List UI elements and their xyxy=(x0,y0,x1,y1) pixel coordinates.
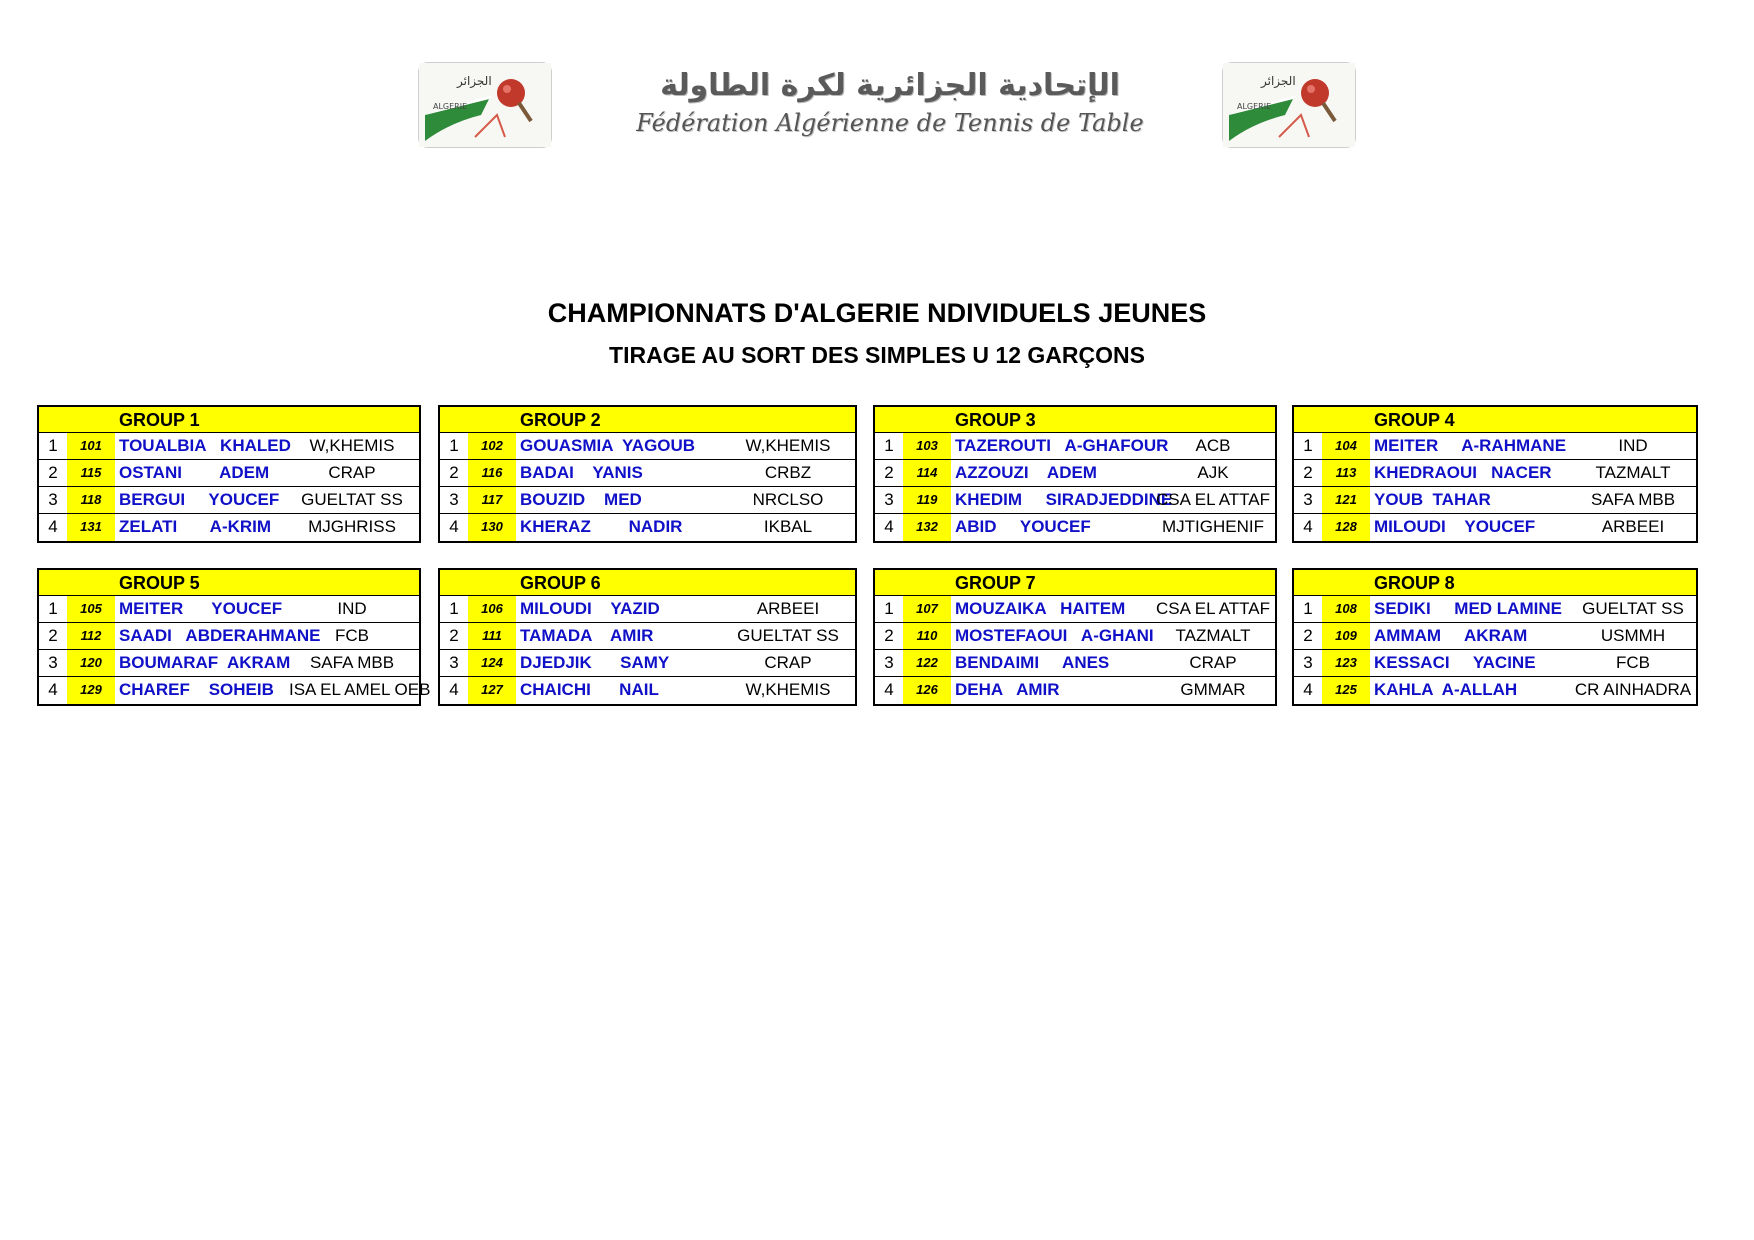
rank: 3 xyxy=(884,490,894,509)
federation-name-arabic: الإتحادية الجزائرية لكرة الطاولة xyxy=(660,68,1120,103)
table-tennis-logo-icon xyxy=(419,63,551,147)
rank: 4 xyxy=(884,680,894,699)
rank: 2 xyxy=(1303,463,1313,482)
player-name: SEDIKI MED LAMINE xyxy=(1374,599,1562,618)
player-number: 104 xyxy=(1322,433,1370,459)
club-name: CSA EL ATTAF xyxy=(1156,490,1270,509)
player-number: 122 xyxy=(903,650,951,676)
club-name: CSA EL ATTAF xyxy=(1156,599,1270,618)
player-name: TAMADA AMIR xyxy=(520,626,654,645)
rank: 4 xyxy=(449,680,459,699)
table-row xyxy=(39,623,419,650)
group-table xyxy=(438,405,857,543)
rank: 3 xyxy=(449,653,459,672)
table-row xyxy=(440,623,855,650)
club-name: MJTIGHENIF xyxy=(1162,517,1264,536)
rank: 1 xyxy=(48,436,58,455)
player-number: 110 xyxy=(903,623,951,649)
club-name: AJK xyxy=(1197,463,1229,482)
club-name: ARBEEI xyxy=(756,599,820,618)
club-name: TAZMALT xyxy=(1175,626,1251,645)
player-number: 112 xyxy=(67,623,115,649)
player-number: 127 xyxy=(468,677,516,704)
table-row xyxy=(875,677,1275,704)
player-name: YOUB TAHAR xyxy=(1374,490,1491,509)
table-row xyxy=(1294,596,1696,623)
table-row xyxy=(440,650,855,677)
group-table xyxy=(873,568,1277,706)
club-name: GUELTAT SS xyxy=(1582,599,1684,618)
table-row xyxy=(440,514,855,541)
group-title: GROUP 1 xyxy=(39,407,419,433)
rank: 2 xyxy=(884,463,894,482)
player-number: 117 xyxy=(468,487,516,513)
group-title: GROUP 4 xyxy=(1294,407,1696,433)
player-name: AZZOUZI ADEM xyxy=(955,463,1097,482)
player-name: TOUALBIA KHALED xyxy=(119,436,291,455)
group-title: GROUP 7 xyxy=(875,570,1275,596)
rank: 1 xyxy=(449,436,459,455)
player-number: 115 xyxy=(67,460,115,486)
player-name: OSTANI ADEM xyxy=(119,463,270,482)
club-name: ISA EL AMEL OEB xyxy=(289,680,431,699)
federation-logo xyxy=(418,62,552,148)
federation-banner xyxy=(600,66,1180,146)
rank: 3 xyxy=(1303,490,1313,509)
player-number: 132 xyxy=(903,514,951,541)
rank: 4 xyxy=(884,517,894,536)
club-name: TAZMALT xyxy=(1595,463,1671,482)
club-name: USMMH xyxy=(1600,626,1666,645)
player-number: 130 xyxy=(468,514,516,541)
club-name: FCB xyxy=(335,626,369,645)
player-number: 109 xyxy=(1322,623,1370,649)
club-name: CR AINHADRA xyxy=(1574,680,1692,699)
group-title: GROUP 3 xyxy=(875,407,1275,433)
table-row xyxy=(39,487,419,514)
player-number: 119 xyxy=(903,487,951,513)
page-title: CHAMPIONNATS D'ALGERIE NDIVIDUELS JEUNES xyxy=(547,298,1207,328)
player-name: CHAICHI NAIL xyxy=(520,680,659,699)
player-name: AMMAM AKRAM xyxy=(1374,626,1528,645)
table-row xyxy=(1294,514,1696,541)
table-row xyxy=(39,596,419,623)
player-name: MEITER YOUCEF xyxy=(119,599,283,618)
player-number: 129 xyxy=(67,677,115,704)
rank: 3 xyxy=(1303,653,1313,672)
club-name: W,KHEMIS xyxy=(745,680,831,699)
group-table xyxy=(37,568,431,706)
player-name: CHAREF SOHEIB xyxy=(119,680,274,699)
table-row xyxy=(1294,677,1696,704)
club-name: CRAP xyxy=(328,463,376,482)
table-row xyxy=(39,650,419,677)
table-row xyxy=(39,460,419,487)
svg-text:الجزائر: الجزائر xyxy=(457,74,492,88)
table-row xyxy=(875,650,1275,677)
rank: 3 xyxy=(48,490,58,509)
player-number: 123 xyxy=(1322,650,1370,676)
club-name: MJGHRISS xyxy=(308,517,396,536)
group-table xyxy=(1292,405,1698,543)
player-number: 114 xyxy=(903,460,951,486)
player-name: BOUMARAF AKRAM xyxy=(119,653,291,672)
rank: 1 xyxy=(884,599,894,618)
club-name: W,KHEMIS xyxy=(745,436,831,455)
page-subtitle: TIRAGE AU SORT DES SIMPLES U 12 GARÇONS xyxy=(609,342,1145,368)
table-row xyxy=(1294,433,1696,460)
federation-name-french: Fédération Algérienne de Tennis de Table xyxy=(636,109,1144,137)
player-number: 102 xyxy=(468,433,516,459)
rank: 1 xyxy=(48,599,58,618)
rank: 2 xyxy=(48,463,58,482)
table-row xyxy=(875,596,1275,623)
player-number: 107 xyxy=(903,596,951,622)
group-title: GROUP 2 xyxy=(440,407,855,433)
player-name: KHEDIM SIRADJEDDINE xyxy=(955,490,1173,509)
table-row xyxy=(1294,623,1696,650)
club-name: W,KHEMIS xyxy=(309,436,395,455)
rank: 1 xyxy=(1303,436,1313,455)
rank: 2 xyxy=(449,463,459,482)
rank: 4 xyxy=(1303,517,1313,536)
federation-logo-right xyxy=(1222,62,1356,148)
group-table xyxy=(438,568,857,706)
player-number: 106 xyxy=(468,596,516,622)
rank: 2 xyxy=(48,626,58,645)
rank: 4 xyxy=(449,517,459,536)
rank: 2 xyxy=(449,626,459,645)
table-row xyxy=(875,487,1275,514)
group-title: GROUP 6 xyxy=(440,570,855,596)
player-name: DEHA AMIR xyxy=(955,680,1060,699)
club-name: CRAP xyxy=(1189,653,1237,672)
group-table xyxy=(37,405,421,543)
player-name: BENDAIMI ANES xyxy=(955,653,1110,672)
player-name: SAADI ABDERAHMANE xyxy=(119,626,321,645)
rank: 1 xyxy=(449,599,459,618)
table-row xyxy=(875,514,1275,541)
club-name: IND xyxy=(1618,436,1648,455)
player-name: BOUZID MED xyxy=(520,490,642,509)
table-tennis-logo-icon xyxy=(1223,63,1355,147)
player-number: 128 xyxy=(1322,514,1370,541)
rank: 2 xyxy=(1303,626,1313,645)
club-name: ACB xyxy=(1195,436,1231,455)
player-name: BERGUI YOUCEF xyxy=(119,490,280,509)
club-name: GMMAR xyxy=(1180,680,1246,699)
table-row xyxy=(875,460,1275,487)
rank: 2 xyxy=(884,626,894,645)
player-name: MOUZAIKA HAITEM xyxy=(955,599,1126,618)
player-number: 120 xyxy=(67,650,115,676)
table-row xyxy=(440,433,855,460)
player-name: KAHLA A-ALLAH xyxy=(1374,680,1518,699)
player-name: MILOUDI YAZID xyxy=(520,599,660,618)
player-name: DJEDJIK SAMY xyxy=(520,653,670,672)
player-number: 111 xyxy=(468,623,516,649)
player-name: MILOUDI YOUCEF xyxy=(1374,517,1536,536)
svg-text:ALGERIE: ALGERIE xyxy=(1237,102,1272,111)
player-number: 105 xyxy=(67,596,115,622)
rank: 3 xyxy=(48,653,58,672)
club-name: CRBZ xyxy=(764,463,812,482)
player-number: 131 xyxy=(67,514,115,541)
rank: 3 xyxy=(449,490,459,509)
player-name: ABID YOUCEF xyxy=(955,517,1091,536)
player-number: 124 xyxy=(468,650,516,676)
rank: 1 xyxy=(1303,599,1313,618)
club-name: SAFA MBB xyxy=(1590,490,1676,509)
player-name: MOSTEFAOUI A-GHANI xyxy=(955,626,1154,645)
player-name: TAZEROUTI A-GHAFOUR xyxy=(955,436,1169,455)
club-name: GUELTAT SS xyxy=(737,626,839,645)
table-row xyxy=(875,433,1275,460)
rank: 3 xyxy=(884,653,894,672)
group-table xyxy=(873,405,1277,543)
svg-text:ALGERIE: ALGERIE xyxy=(433,102,468,111)
rank: 1 xyxy=(884,436,894,455)
table-row xyxy=(39,433,419,460)
rank: 4 xyxy=(1303,680,1313,699)
table-row xyxy=(875,623,1275,650)
club-name: GUELTAT SS xyxy=(301,490,403,509)
player-number: 103 xyxy=(903,433,951,459)
club-name: IKBAL xyxy=(763,517,813,536)
player-name: KESSACI YACINE xyxy=(1374,653,1536,672)
club-name: NRCLSO xyxy=(752,490,824,509)
table-row xyxy=(440,596,855,623)
player-number: 126 xyxy=(903,677,951,704)
player-number: 125 xyxy=(1322,677,1370,704)
player-name: BADAI YANIS xyxy=(520,463,643,482)
club-name: CRAP xyxy=(764,653,812,672)
table-row xyxy=(440,677,855,704)
table-row xyxy=(1294,650,1696,677)
table-row xyxy=(440,460,855,487)
club-name: SAFA MBB xyxy=(309,653,395,672)
table-row xyxy=(39,677,431,704)
player-name: GOUASMIA YAGOUB xyxy=(520,436,696,455)
table-row xyxy=(39,514,419,541)
player-number: 118 xyxy=(67,487,115,513)
table-row xyxy=(440,487,855,514)
player-name: MEITER A-RAHMANE xyxy=(1374,436,1567,455)
svg-text:الجزائر: الجزائر xyxy=(1261,74,1296,88)
federation-header xyxy=(0,62,1754,152)
table-row xyxy=(1294,487,1696,514)
rank: 4 xyxy=(48,680,58,699)
player-name: KHERAZ NADIR xyxy=(520,517,683,536)
club-name: ARBEEI xyxy=(1601,517,1665,536)
player-number: 121 xyxy=(1322,487,1370,513)
player-name: ZELATI A-KRIM xyxy=(119,517,272,536)
club-name: IND xyxy=(337,599,367,618)
player-number: 113 xyxy=(1322,460,1370,486)
player-number: 108 xyxy=(1322,596,1370,622)
group-table xyxy=(1292,568,1698,706)
table-row xyxy=(1294,460,1696,487)
club-name: FCB xyxy=(1616,653,1650,672)
player-number: 116 xyxy=(468,460,516,486)
group-title: GROUP 8 xyxy=(1294,570,1696,596)
player-name: KHEDRAOUI NACER xyxy=(1374,463,1552,482)
rank: 4 xyxy=(48,517,58,536)
player-number: 101 xyxy=(67,433,115,459)
group-title: GROUP 5 xyxy=(39,570,419,596)
